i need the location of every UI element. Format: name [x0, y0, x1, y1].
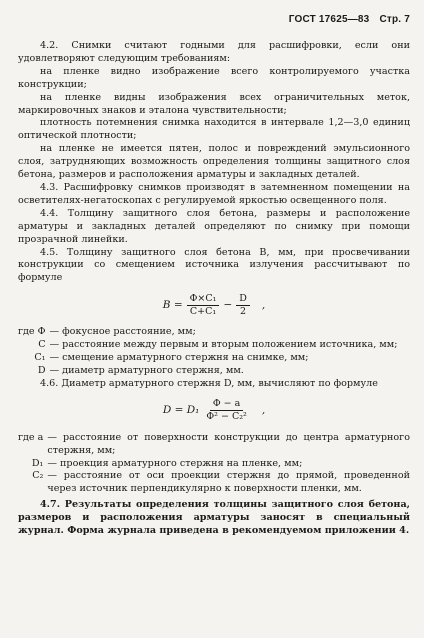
definition-symbol: D₁ [31, 457, 44, 469]
definition-text: — фокусное расстояние, мм; [49, 326, 196, 338]
standard-number: ГОСТ 17625—83 [288, 14, 370, 25]
clause-4-2: 4.2. Снимки считают годными для расшифровки, если они удовлетворяют следующим требованиям: [18, 40, 410, 64]
formula-1-denominator-2: 2 [240, 305, 247, 317]
formula-1-fraction-2 [236, 293, 250, 318]
definition-row [18, 432, 410, 458]
definition-symbol: C₁ [34, 352, 46, 364]
clause-4-4: 4.4. Толщину защитного слоя бетона, размеры и расположение арматуры и закладных деталей определяют по снимку при помощи прозрачной линейки. [18, 207, 410, 245]
formula-1-numerator-2: D [236, 293, 250, 306]
formula-2-comma: , [261, 404, 266, 417]
definition-row [18, 352, 397, 365]
definition-symbol: C₂ [32, 470, 44, 482]
definition-symbol: D [37, 364, 46, 376]
definition-row [18, 458, 410, 471]
requirement-3: плотность потемнения снимка находится в интервале 1,2—3,0 единиц оптической плотности; [18, 117, 410, 142]
requirement-1: на пленке видно изображение всего контролируемого участка конструкции; [18, 65, 410, 90]
definition-symbol: C [38, 339, 46, 351]
definition-text: — расстояние от поверхности конструкции до центра арматурного стержня, мм; [47, 431, 410, 456]
formula-2-numerator: Φ − a [210, 398, 243, 411]
definition-text: — диаметр арматурного стержня, мм. [49, 364, 244, 376]
definitions-2 [18, 432, 410, 497]
definition-row [18, 470, 410, 496]
formula-2-denominator: Φ² − C₂² [206, 411, 247, 423]
definition-text: — смещение арматурного стержня на снимке, мм; [49, 352, 309, 364]
clause-4-6: 4.6. Диаметр арматурного стержня D, мм, вычисляют по формуле [40, 377, 378, 389]
document-body [18, 40, 410, 538]
formula-1-lhs: B = [162, 298, 183, 311]
formula-1-fraction [187, 293, 220, 318]
definition-symbol: где a [18, 431, 44, 443]
definition-text: — расстояние между первым и вторым положением источника, мм; [49, 339, 398, 351]
definition-row [18, 365, 397, 378]
definition-text: — расстояние от оси проекции стержня до прямой, проведенной через источник перпендикулярно к поверхности пленки, мм. [47, 470, 410, 495]
formula-1-minus: − [223, 298, 233, 311]
definition-row [18, 339, 397, 352]
definition-text: — проекция арматурного стержня на пленке, мм; [47, 457, 303, 469]
clause-4-3: 4.3. Расшифровку снимков производят в затемненном помещении на осветителях-негатоскопах с регулируемой яркостью освещенного поля. [18, 181, 410, 206]
formula-1-comma: , [261, 298, 266, 311]
clause-4-5: 4.5. Толщину защитного слоя бетона B, мм, при просвечивании конструкции со смещением источника излучения рассчитывают по формуле [18, 246, 410, 284]
definitions-1 [18, 326, 397, 378]
clause-4-7: 4.7. Результаты определения толщины защитного слоя бетона, размеров и расположения арматуры заносят в специальный журнал. Форма журнала приведена в рекомендуемом приложении 4. [18, 499, 410, 537]
requirement-2: на пленке видны изображения всех ограничительных меток, маркировочных знаков и эталона чувствительности; [18, 91, 410, 116]
page-header [289, 14, 410, 25]
formula-bar-diameter [18, 391, 410, 431]
formula-2-fraction [203, 398, 249, 423]
requirement-4: на пленке не имеется пятен, полос и повреждений эмульсионного слоя, затрудняющих возможность определения толщины защитного слоя бетона, размеров и расположения арматуры и закладных деталей. [18, 143, 410, 181]
page-number: Стр. 7 [379, 14, 410, 25]
definition-row [18, 326, 397, 339]
formula-2-lhs: D = D₁ [162, 404, 200, 417]
definition-symbol: где Φ [18, 326, 46, 338]
formula-1-numerator: Φ×C₁ [187, 293, 220, 306]
formula-1-denominator: C+C₁ [189, 305, 217, 317]
formula-protective-layer [18, 285, 410, 325]
